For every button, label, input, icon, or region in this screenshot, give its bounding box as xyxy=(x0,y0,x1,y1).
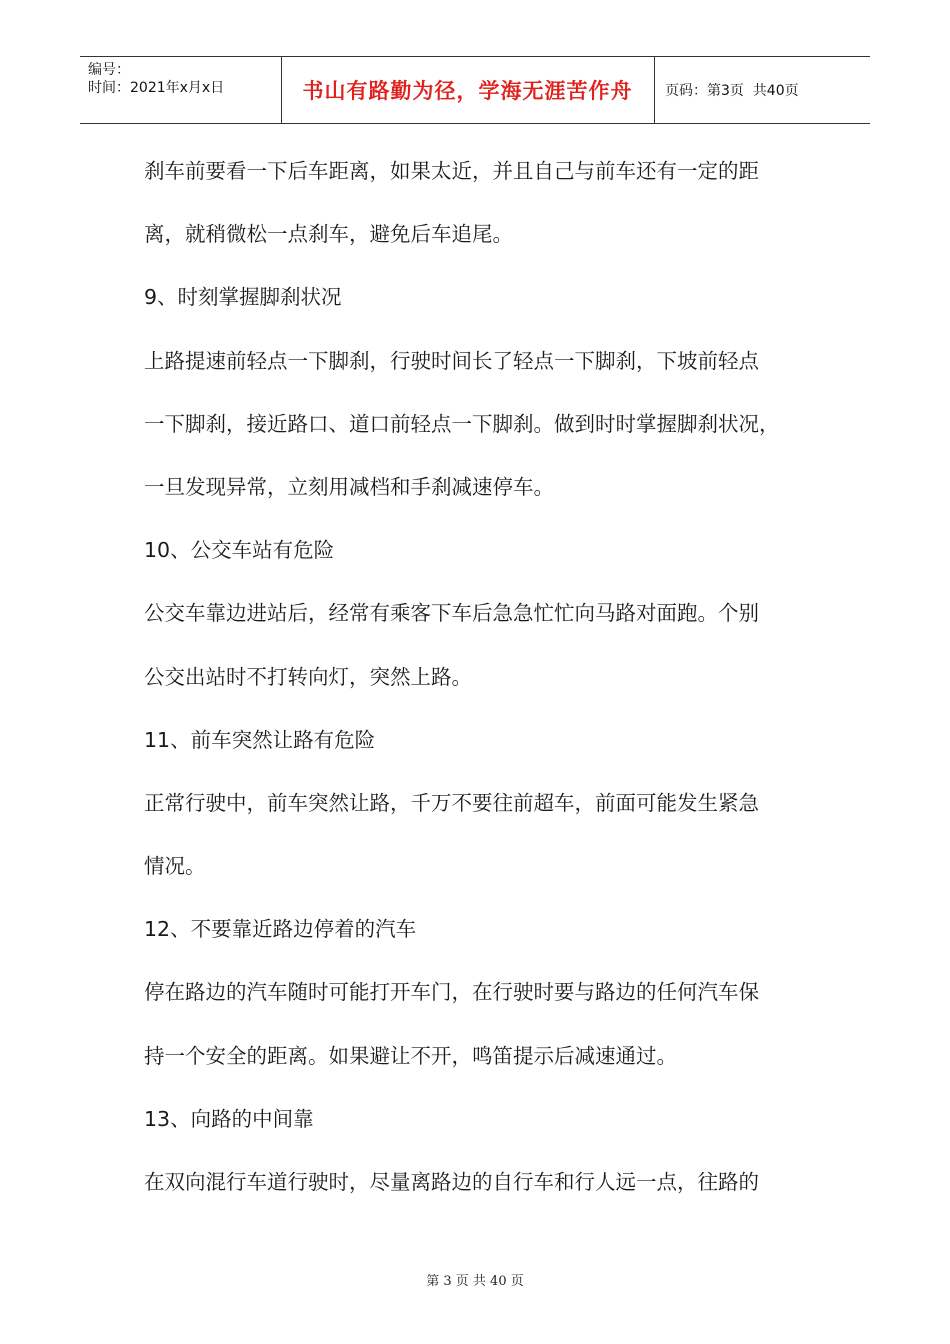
header-motto: 书山有路勤为径，学海无涯苦作舟 xyxy=(302,78,633,103)
body-line: 在双向混行车道行驶时，尽量离路边的自行车和行人远一点，往路的 xyxy=(144,1170,759,1194)
body-line: 公交出站时不打转向灯，突然上路。 xyxy=(144,664,472,689)
document-body xyxy=(144,140,804,1214)
body-line: 持一个安全的距离。如果避让不开，鸣笛提示后减速通过。 xyxy=(144,1043,677,1068)
body-line: 上路提速前轻点一下脚刹，行驶时间长了轻点一下脚刹，下坡前轻点 xyxy=(144,348,759,373)
header-page-info: 页码：第3页 共40页 xyxy=(665,83,799,99)
section-heading: 13、向路的中间靠 xyxy=(144,1106,314,1131)
header-divider-right xyxy=(654,57,655,123)
section-heading: 12、不要靠近路边停着的汽车 xyxy=(144,917,417,942)
body-line: 正常行驶中，前车突然让路，千万不要往前超车，前面可能发生紧急 xyxy=(144,790,759,815)
body-line: 一旦发现异常，立刻用减档和手刹减速停车。 xyxy=(144,474,554,499)
body-line: 离，就稍微松一点刹车，避免后车追尾。 xyxy=(144,222,513,247)
body-line: 公交车靠边进站后，经常有乘客下车后急急忙忙向马路对面跑。个别 xyxy=(144,601,759,626)
body-line: 情况。 xyxy=(144,854,206,879)
section-heading: 10、公交车站有危险 xyxy=(144,538,335,563)
page-header xyxy=(80,56,870,124)
document-time-label: 时间：2021年x月x日 xyxy=(88,80,225,96)
document-number-label: 编号： xyxy=(88,62,130,78)
header-meta xyxy=(88,61,224,97)
body-line: 刹车前要看一下后车距离，如果太近，并且自己与前车还有一定的距 xyxy=(144,159,759,183)
section-heading: 11、前车突然让路有危险 xyxy=(144,727,376,752)
section-heading: 9、时刻掌握脚刹状况 xyxy=(144,285,342,310)
body-line: 一下脚刹，接近路口、道口前轻点一下脚刹。做到时时掌握脚刹状况， xyxy=(144,411,780,436)
page-footer: 第 3 页 共 40 页 xyxy=(426,1274,524,1289)
body-line: 停在路边的汽车随时可能打开车门，在行驶时要与路边的任何汽车保 xyxy=(144,980,759,1005)
